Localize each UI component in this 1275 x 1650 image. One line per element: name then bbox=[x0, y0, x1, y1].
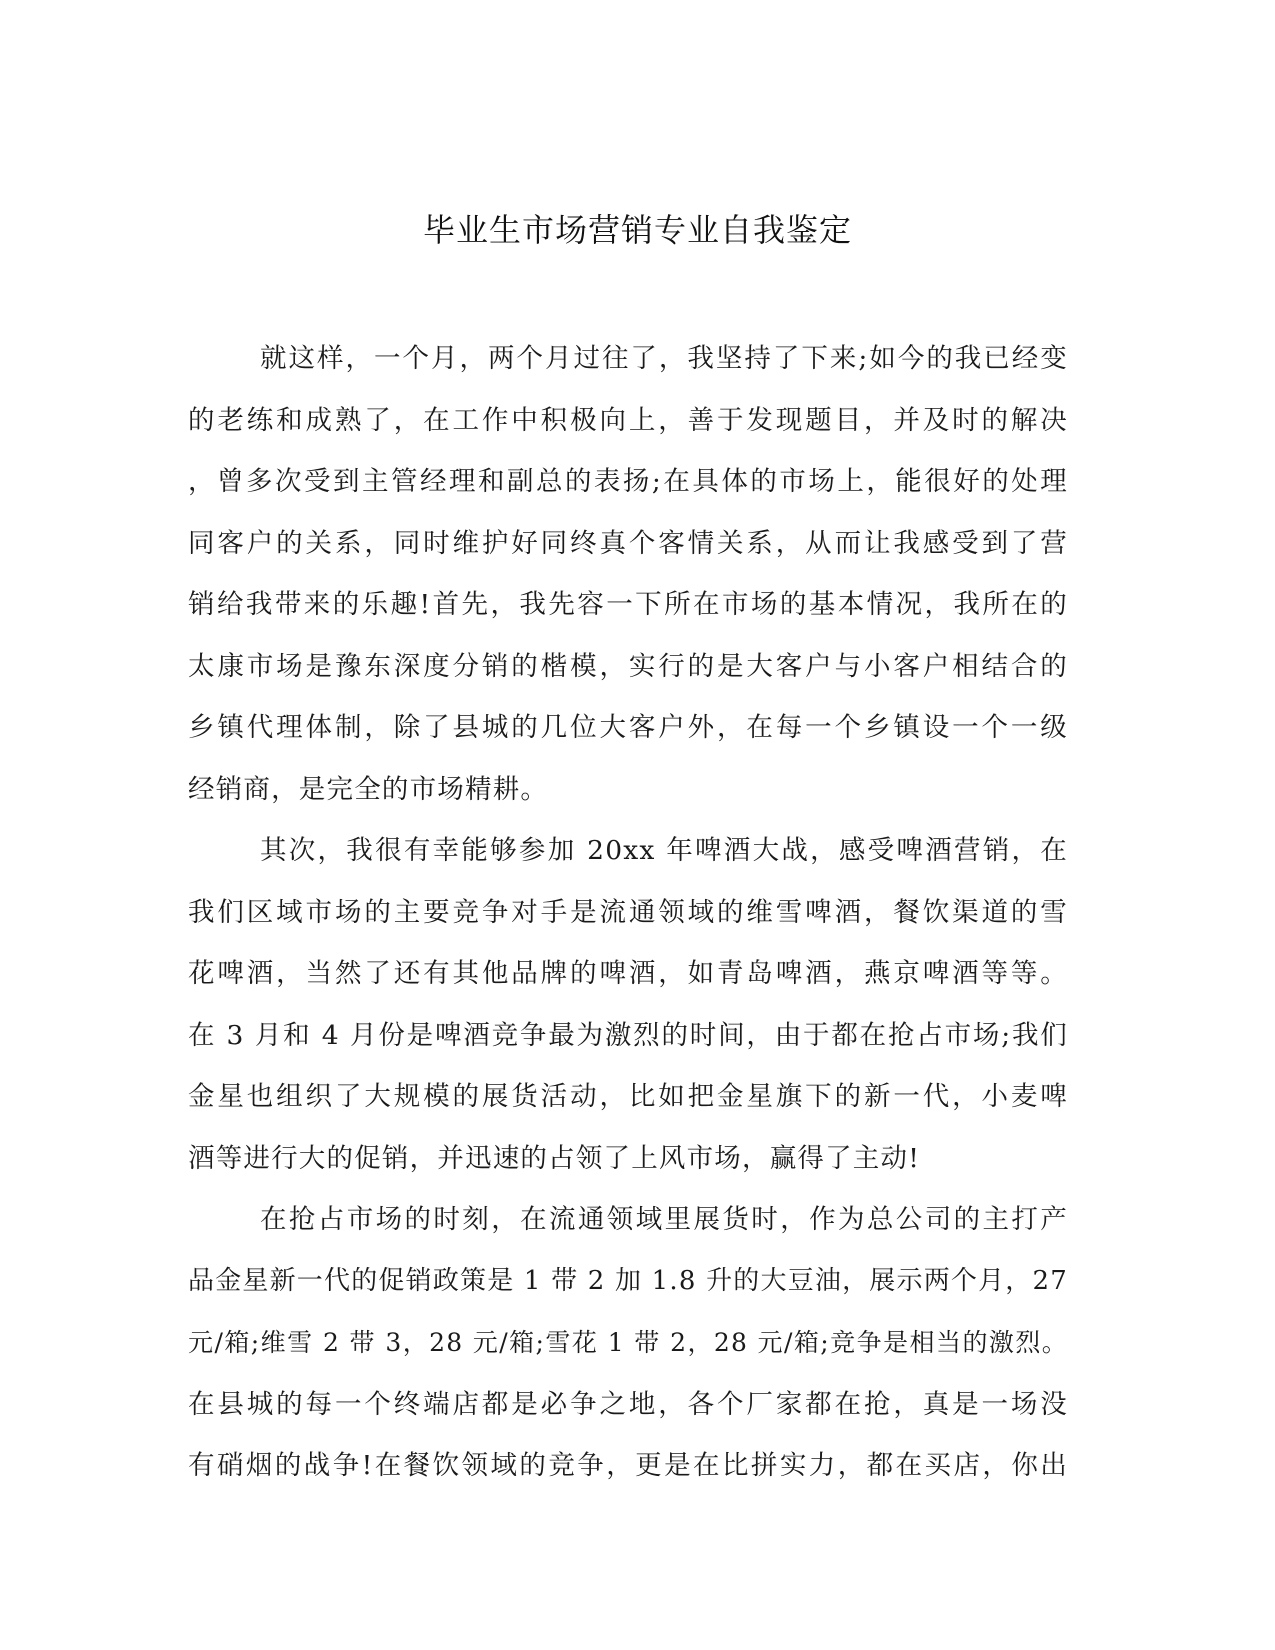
paragraph-line: 乡镇代理体制，除了县城的几位大客户外，在每一个乡镇设一个一级 bbox=[188, 712, 1068, 743]
document-body bbox=[188, 328, 1068, 1497]
paragraph-line: 在 3 月和 4 月份是啤酒竞争最为激烈的时间，由于都在抢占市场;我们 bbox=[188, 1019, 1068, 1051]
paragraph-line: 同客户的关系，同时维护好同终真个客情关系，从而让我感受到了营 bbox=[188, 527, 1068, 559]
paragraph-line: ，曾多次受到主管经理和副总的表扬;在具体的市场上，能很好的处理 bbox=[188, 466, 1068, 497]
paragraph-line: 在县城的每一个终端店都是必争之地，各个厂家都在抢，真是一场没 bbox=[188, 1388, 1068, 1420]
paragraph-line: 酒等进行大的促销，并迅速的占领了上风市场，赢得了主动! bbox=[188, 1142, 921, 1174]
paragraph-line: 经销商，是完全的市场精耕。 bbox=[188, 773, 549, 805]
paragraph-line: 我们区域市场的主要竞争对手是流通领域的维雪啤酒，餐饮渠道的雪 bbox=[188, 896, 1068, 928]
paragraph-line: 有硝烟的战争!在餐饮领域的竞争，更是在比拼实力，都在买店，你出 bbox=[188, 1450, 1068, 1481]
document-title: 毕业生市场营销专业自我鉴定 bbox=[422, 211, 852, 249]
paragraph-line: 金星也组织了大规模的展货活动，比如把金星旗下的新一代，小麦啤 bbox=[188, 1081, 1068, 1112]
paragraph-line: 销给我带来的乐趣!首先，我先容一下所在市场的基本情况，我所在的 bbox=[188, 589, 1068, 620]
paragraph-line: 就这样，一个月，两个月过往了，我坚持了下来;如今的我已经变 bbox=[260, 343, 1068, 374]
paragraph-line: 的老练和成熟了，在工作中积极向上，善于发现题目，并及时的解决 bbox=[188, 404, 1068, 436]
paragraph-line: 在抢占市场的时刻，在流通领域里展货时，作为总公司的主打产 bbox=[260, 1204, 1068, 1235]
paragraph-line: 其次，我很有幸能够参加 20xx 年啤酒大战，感受啤酒营销，在 bbox=[260, 835, 1068, 866]
paragraph-line: 品金星新一代的促销政策是 1 带 2 加 1.8 升的大豆油，展示两个月，27 bbox=[188, 1265, 1068, 1296]
paragraph-line: 太康市场是豫东深度分销的楷模，实行的是大客户与小客户相结合的 bbox=[188, 650, 1068, 682]
paragraph-line: 元/箱;维雪 2 带 3，28 元/箱;雪花 1 带 2，28 元/箱;竞争是相当的激烈。 bbox=[188, 1328, 1069, 1357]
paragraph-line: 花啤酒，当然了还有其他品牌的啤酒，如青岛啤酒，燕京啤酒等等。 bbox=[188, 958, 1068, 989]
